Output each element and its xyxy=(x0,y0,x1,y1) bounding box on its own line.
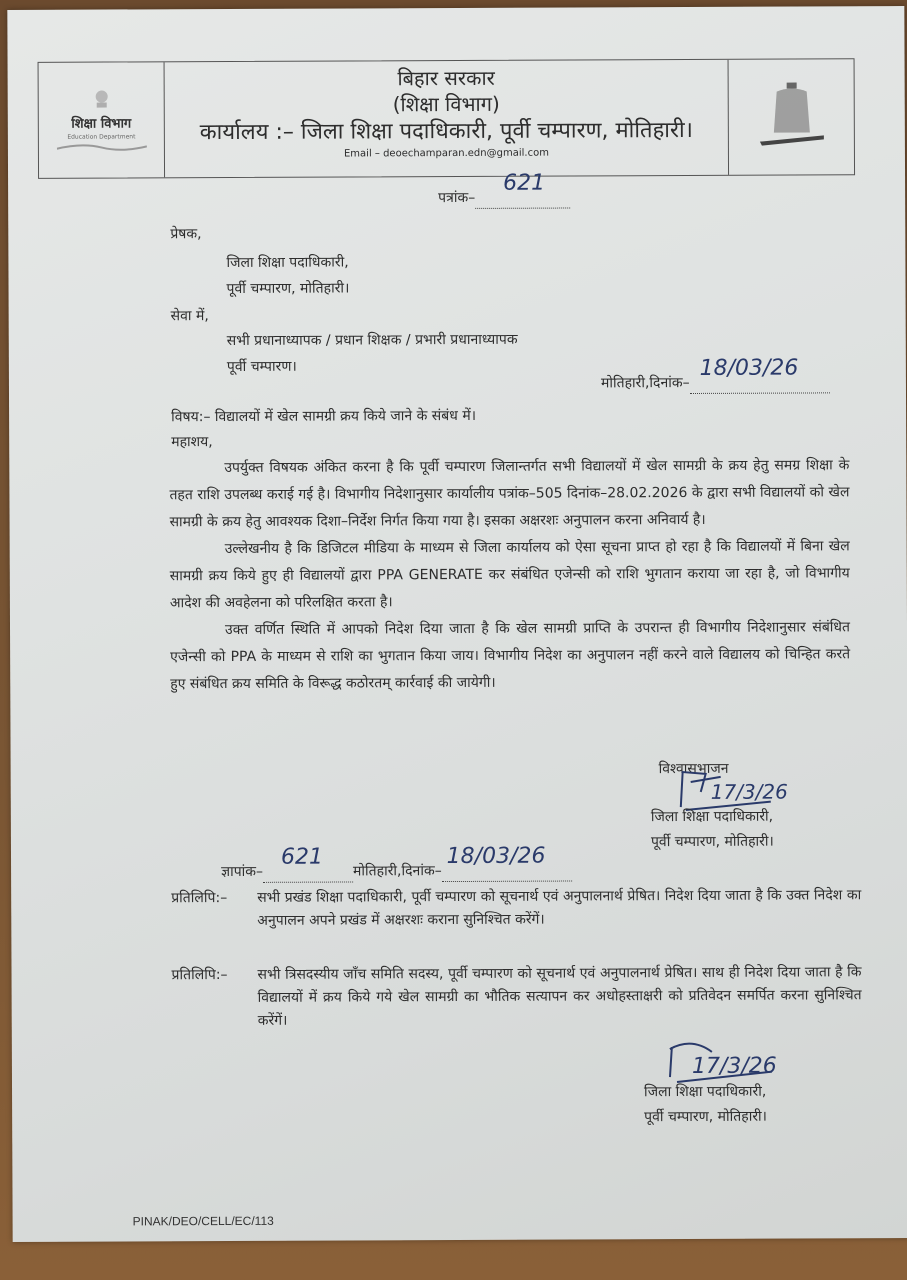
education-dept-logo xyxy=(39,62,166,178)
copy-label: प्रतिलिपि:– xyxy=(171,967,228,984)
copy-text: सभी प्रखंड शिक्षा पदाधिकारी, पूर्वी चम्पारण को सूचनार्थ एवं अनुपालनार्थ प्रेषित। निदेश दिया जाता है कि उक्त निदेश का अनुपालन अपने प्रखंड में अक्षरशः कराना सुनिश्चित करेंगें। xyxy=(257,887,862,929)
date-value: 18/03/26 xyxy=(699,355,799,381)
signature-2-title2: पूर्वी चम्पारण, मोतिहारी। xyxy=(644,1108,768,1126)
letter-date xyxy=(600,355,830,394)
signature-2-date: 17/3/26 xyxy=(691,1053,777,1079)
recipient-line1: सभी प्रधानाध्यापक / प्रधान शिक्षक / प्रभारी प्रधानाध्यापक xyxy=(226,331,518,350)
body-paragraph-1: उपर्युक्त विषयक अंकित करना है कि पूर्वी चम्पारण जिलान्तर्गत सभी विद्यालयों में खेल सामग्री के क्रय हेतु समग्र शिक्षा के तहत राशि उपलब्ध कराई गई है। विभागीय निदेशानुसार कार्यालीय पत्रांक–505 दिनांक–28.02.2026 के द्वारा सभी विद्यालयों को खेल सामग्री के क्रय हेतु आवश्यक दिशा–निर्देश निर्गत किया गया है। इसका अक्षरशः अनुपालन करना अनिवार्य है। xyxy=(169,457,850,531)
copy-label: प्रतिलिपि:– xyxy=(171,890,228,907)
copy-text: सभी त्रिसदस्यीय जाँच समिति सदस्य, पूर्वी चम्पारण को सूचनार्थ एवं अनुपालनार्थ प्रेषित। साथ ही निदेश दिया जाता है कि विद्यालयों में क्रय किये गये खेल सामग्री का भौतिक सत्यापन कर अधोहस्ताक्षरी को प्रतिवेदन समर्पित करना सुनिश्चित करेंगें। xyxy=(257,964,862,1029)
body-paragraph-2: उल्लेखनीय है कि डिजिटल मीडिया के माध्यम से जिला कार्यालय को ऐसा सूचना प्राप्त हो रहा है कि विद्यालयों में बिना खेल सामग्री क्रय किये हुए ही विद्यालयों द्वारा PPA GENERATE कर संबंधित एजेन्सी को राशि भुगतान कराया जा रहा है, जो विभागीय आदेश की अवहेलना को परिलक्षित करता है। xyxy=(169,538,850,612)
memo-number xyxy=(221,843,572,884)
sender-label: प्रेषक, xyxy=(170,226,202,243)
letterhead xyxy=(38,58,856,179)
dept-name-hindi: शिक्षा विभाग xyxy=(71,116,132,132)
bihar-emblem-icon xyxy=(89,88,113,112)
closing: विश्वासभाजन xyxy=(658,760,729,778)
sender-line2: पूर्वी चम्पारण, मोतिहारी। xyxy=(226,280,350,298)
letter-number xyxy=(438,170,570,210)
memo-value: 621 xyxy=(280,844,324,870)
department-name: (शिक्षा विभाग) xyxy=(392,91,500,117)
memo-date-value: 18/03/26 xyxy=(446,843,546,870)
office-name: कार्यालय :– जिला शिक्षा पदाधिकारी, पूर्वी चम्पारण, मोतिहारी। xyxy=(199,117,694,146)
date-label: मोतिहारी,दिनांक– xyxy=(600,374,690,392)
salutation: महाशय, xyxy=(171,434,213,451)
recipient-line2: पूर्वी चम्पारण। xyxy=(226,358,297,376)
subject-line: विषय:– विद्यालयों में खेल सामग्री क्रय किये जाने के संबंध में। xyxy=(171,407,477,426)
letter-number-label: पत्रांक– xyxy=(438,189,476,207)
stupa-logo xyxy=(728,59,855,175)
signature-1-title2: पूर्वी चम्पारण, मोतिहारी। xyxy=(650,833,774,851)
copy-to-1 xyxy=(171,884,861,933)
office-email: Email – deoechamparan.edn@gmail.com xyxy=(343,147,549,160)
reference-code: PINAK/DEO/CELL/EC/113 xyxy=(132,1213,274,1229)
signature-2-title1: जिला शिक्षा पदाधिकारी, xyxy=(644,1083,767,1101)
copy-to-2 xyxy=(171,961,861,1033)
body-paragraph-3: उक्त वर्णित स्थिति में आपको निदेश दिया जाता है कि खेल सामग्री प्राप्ति के उपरान्त ही विभागीय निदेशानुसार संबंधित एजेन्सी को PPA के माध्यम से राशि का भुगतान किया जाय। विभागीय निदेश का अनुपालन नहीं करने वाले विद्यालय को चिन्हित करते हुए संबंधित क्रय समिति के विरूद्ध कठोरतम् कार्रवाई की जायेगी। xyxy=(170,619,851,693)
signature-1-date: 17/3/26 xyxy=(710,779,788,804)
letter-paper xyxy=(7,6,907,1242)
memo-label: ज्ञापांक– xyxy=(221,863,264,881)
letter-body xyxy=(169,452,850,698)
wave-decoration-icon xyxy=(56,142,146,152)
signature-1-title1: जिला शिक्षा पदाधिकारी, xyxy=(650,808,774,826)
sender-line1: जिला शिक्षा पदाधिकारी, xyxy=(226,254,349,272)
letterhead-title xyxy=(165,60,728,177)
government-name: बिहार सरकार xyxy=(397,65,495,91)
recipient-label: सेवा में, xyxy=(170,308,209,325)
dept-name-english: Education Department xyxy=(67,133,136,141)
memo-date-label: मोतिहारी,दिनांक– xyxy=(352,863,442,880)
letter-number-value: 621 xyxy=(503,170,546,196)
bodhi-stupa-emblem-icon xyxy=(751,77,831,157)
